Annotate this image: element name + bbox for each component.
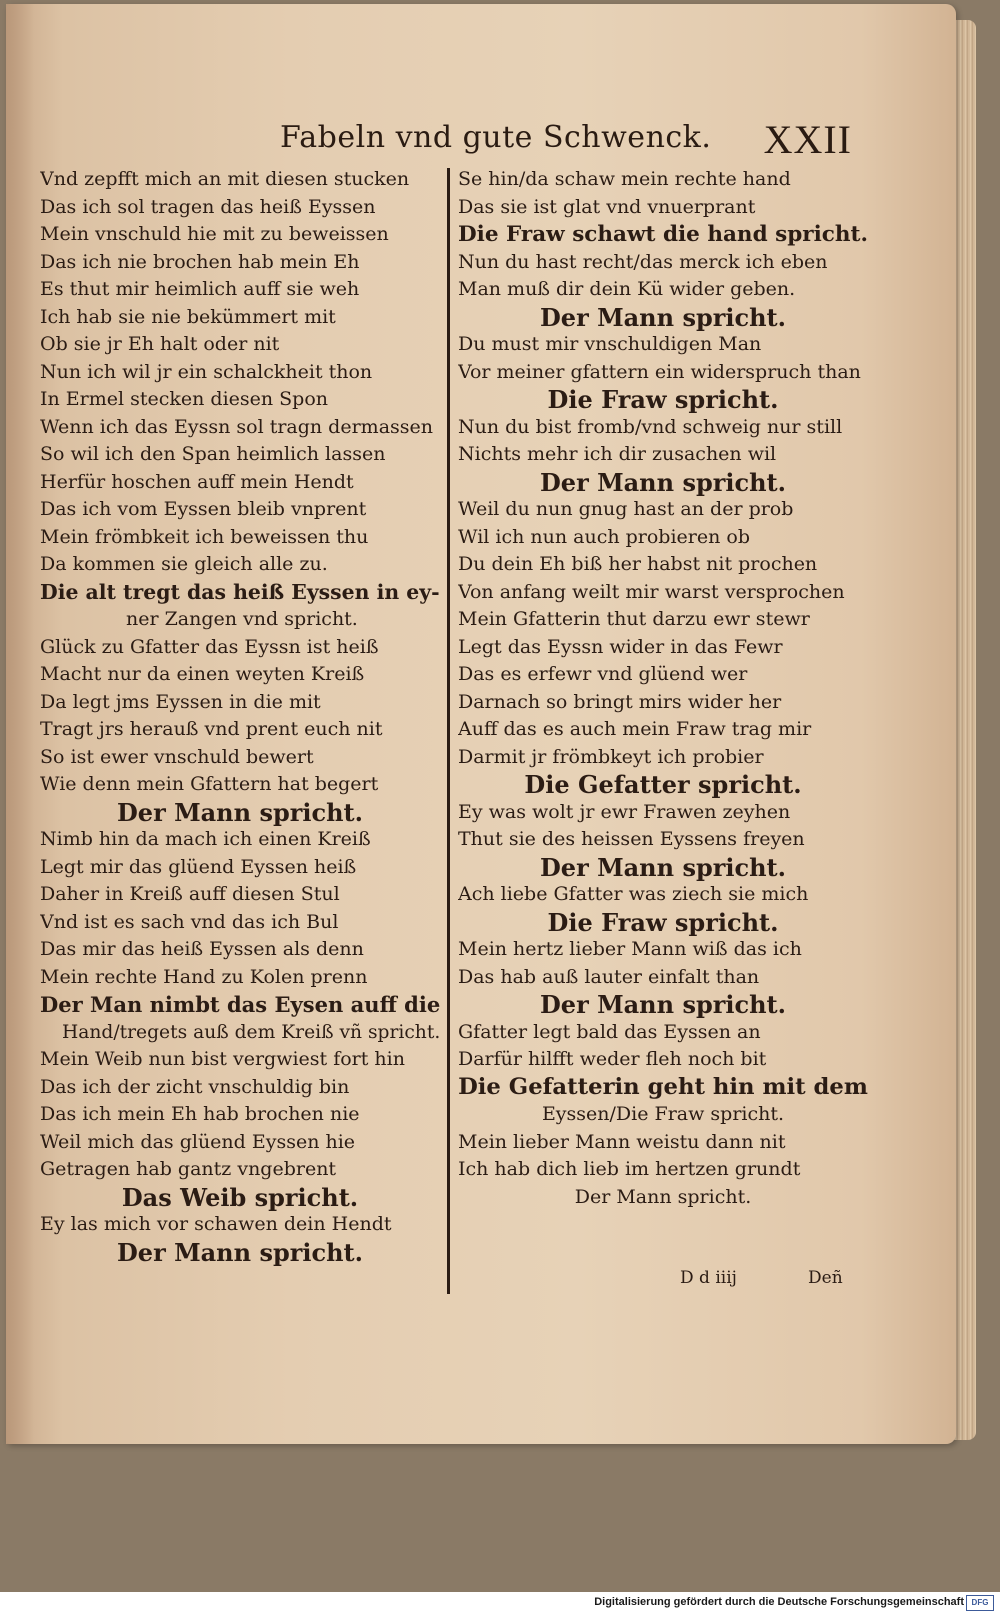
verse-line: Mein Weib nun bist vergwiest fort hin [40, 1048, 405, 1070]
verse-line: Wie denn mein Gfattern hat begert [40, 773, 379, 795]
catchword: Deñ [808, 1268, 843, 1288]
verse-line: Das ich mein Eh hab brochen nie [40, 1103, 360, 1125]
verse-line: Daher in Kreiß auff diesen Stul [40, 883, 340, 905]
verse-line: Mein hertz lieber Mann wiß das ich [458, 938, 802, 960]
verse-line: So wil ich den Span heimlich lassen [40, 443, 386, 465]
verse-line: Das es erfewr vnd glüend wer [458, 663, 748, 685]
verse-line: Getragen hab gantz vngebrent [40, 1158, 337, 1180]
verse-line: Ey las mich vor schawen dein Hendt [40, 1213, 392, 1235]
verse-line: Das ich nie brochen hab mein Eh [40, 250, 360, 273]
verse-line: Legt mir das glüend Eyssen heiß [40, 855, 357, 878]
verse-line: Nun ich wil jr ein schalckheit thon [40, 360, 373, 383]
verse-line: Mein frömbkeit ich beweissen thu [40, 525, 369, 548]
speaker-heading: Der Mann spricht. [539, 990, 786, 1019]
running-header [280, 117, 880, 170]
speaker-heading: Der Mann spricht. [539, 852, 786, 882]
verse-line: Nun du hast recht/das merck ich eben [458, 250, 828, 273]
verse-line: Das ich vom Eyssen bleib vnprent [40, 498, 367, 520]
binding-shadow [6, 4, 34, 1444]
verse-line: Ey was wolt jr ewr Frawen zeyhen [458, 800, 791, 823]
right-text-column [458, 166, 868, 1306]
verse-line: Der Mann spricht. [574, 1185, 752, 1208]
verse-line: Ob sie jr Eh halt oder nit [40, 333, 280, 355]
verse-line: Hand/tregets auß dem Kreiß vñ spricht. [62, 1021, 440, 1043]
speaker-heading: Die Gefatter spricht. [524, 770, 802, 799]
speaker-heading: Das Weib spricht. [121, 1182, 359, 1212]
speaker-heading: Die Fraw schawt die hand spricht. [458, 222, 868, 247]
column-rule [447, 168, 450, 1294]
verse-line: Gfatter legt bald das Eyssen an [458, 1020, 761, 1043]
speaker-heading: Der Mann spricht. [116, 797, 363, 827]
speaker-heading: Die alt tregt das heiß Eyssen in ey- [40, 579, 440, 604]
verse-line: Das ich der zicht vnschuldig bin [40, 1075, 350, 1098]
verse-line: Ich hab sie nie bekümmert mit [40, 305, 336, 328]
verse-line: In Ermel stecken diesen Spon [40, 388, 329, 410]
verse-line: Auff das es auch mein Fraw trag mir [458, 718, 812, 740]
verse-line: Du must mir vnschuldigen Man [458, 333, 762, 355]
speaker-heading: Die Fraw spricht. [547, 385, 779, 414]
verse-line: Darmit jr frömbkeyt ich probier [458, 745, 764, 768]
speaker-heading: Die Fraw spricht. [547, 907, 779, 937]
verse-line: Tragt jrs herauß vnd prent euch nit [40, 718, 383, 740]
verse-line: So ist ewer vnschuld bewert [40, 745, 314, 768]
verse-line: Du dein Eh biß her habst nit prochen [458, 553, 818, 575]
verse-line: Mein Gfatterin thut darzu ewr stewr [458, 608, 810, 630]
verse-line: Se hin/da schaw mein rechte hand [458, 168, 791, 190]
verse-line: Darnach so bringt mirs wider her [458, 690, 782, 713]
verse-line: Das sie ist glat vnd vnuerprant [458, 195, 756, 218]
folio-number: XXII [763, 117, 852, 162]
verse-line: Das ich sol tragen das heiß Eyssen [40, 195, 376, 218]
speaker-heading: Die Gefatterin geht hin mit dem [458, 1073, 868, 1100]
verse-line: Nun du bist fromb/vnd schweig nur still [458, 415, 843, 438]
verse-line: Nimb hin da mach ich einen Kreiß [40, 828, 371, 850]
verse-line: Vnd zepfft mich an mit diesen stucken [40, 168, 410, 190]
verse-line: Thut sie des heissen Eyssens freyen [458, 828, 805, 850]
dfg-logo: DFG [966, 1595, 994, 1611]
verse-line: Mein rechte Hand zu Kolen prenn [40, 965, 368, 988]
verse-line: Glück zu Gfatter das Eyssn ist heiß [40, 635, 379, 658]
footer-bar [0, 1592, 1000, 1617]
speaker-heading: Der Mann spricht. [539, 302, 786, 332]
verse-line: Man muß dir dein Kü wider geben. [458, 278, 796, 300]
left-text-column [40, 166, 440, 1306]
verse-line: Weil du nun gnug hast an der prob [458, 498, 794, 520]
verse-line: Vor meiner gfattern ein widerspruch than [458, 360, 861, 383]
verse-line: Da legt jms Eyssen in die mit [40, 690, 321, 713]
verse-line: Wil ich nun auch probieren ob [458, 525, 750, 548]
verse-line: Vnd ist es sach vnd das ich Bul [40, 910, 339, 933]
verse-line: Weil mich das glüend Eyssen hie [40, 1130, 356, 1153]
verse-line: Nichts mehr ich dir zusachen wil [458, 443, 777, 465]
verse-line: Das hab auß lauter einfalt than [458, 965, 760, 988]
verse-line: Macht nur da einen weyten Kreiß [40, 663, 365, 685]
speaker-heading: Der Man nimbt das Eysen auff die [40, 992, 440, 1017]
verse-line: Eyssen/Die Fraw spricht. [541, 1103, 785, 1125]
verse-line: Herfür hoschen auff mein Hendt [40, 470, 354, 493]
verse-line: Legt das Eyssn wider in das Fewr [458, 635, 783, 658]
funding-credit: Digitalisierung gefördert durch die Deutsche Forschungsgemeinschaft [594, 1596, 964, 1608]
verse-line: Von anfang weilt mir warst versprochen [458, 580, 845, 603]
speaker-heading: Der Mann spricht. [116, 1237, 363, 1267]
verse-line: ner Zangen vnd spricht. [126, 608, 358, 630]
verse-line: Darfür hilfft weder fleh noch bit [458, 1048, 767, 1070]
verse-line: Da kommen sie gleich alle zu. [40, 553, 328, 575]
verse-line: Mein lieber Mann weistu dann nit [458, 1130, 786, 1153]
verse-line: Es thut mir heimlich auff sie weh [40, 278, 360, 300]
signature-mark: D d iiij [680, 1268, 737, 1288]
verse-line: Ich hab dich lieb im hertzen grundt [458, 1158, 801, 1180]
verse-line: Mein vnschuld hie mit zu beweissen [40, 223, 389, 245]
speaker-heading: Der Mann spricht. [539, 467, 786, 497]
verse-line: Das mir das heiß Eyssen als denn [40, 938, 364, 960]
verse-line: Ach liebe Gfatter was ziech sie mich [458, 883, 809, 905]
running-title: Fabeln vnd gute Schwenck. [280, 120, 712, 155]
verse-line: Wenn ich das Eyssn sol tragn dermassen [40, 415, 433, 438]
